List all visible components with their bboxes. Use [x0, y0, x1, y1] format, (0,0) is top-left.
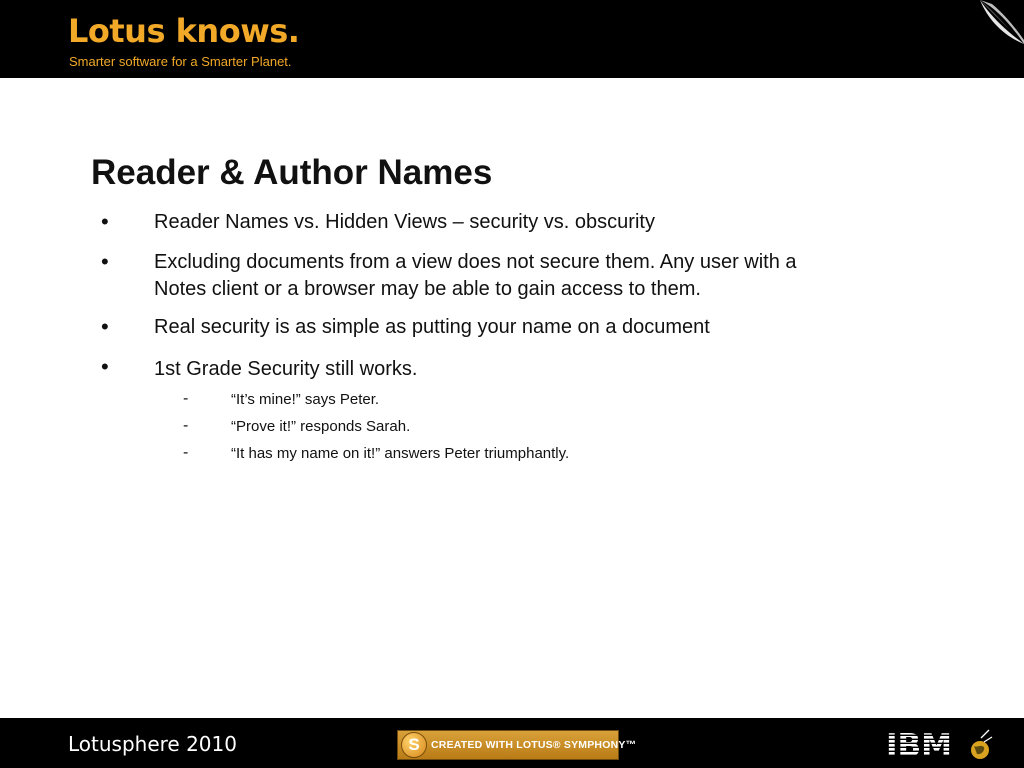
symphony-logo-icon: S — [401, 732, 427, 758]
brand-title: Lotus knows. — [68, 12, 300, 50]
bullet-text: Reader Names vs. Hidden Views – security vs. obscurity — [154, 211, 655, 233]
sub-bullet-marker: - — [183, 444, 189, 461]
sub-bullet-text: “Prove it!” responds Sarah. — [231, 418, 411, 435]
symphony-badge-text: CREATED WITH LOTUS® SYMPHONY™ — [431, 739, 637, 751]
sub-bullet-marker: - — [183, 417, 189, 434]
footer-bar — [0, 718, 1024, 768]
sub-bullet-marker: - — [183, 390, 189, 407]
svg-text:IBM: IBM — [886, 728, 953, 762]
sub-bullet-text: “It has my name on it!” answers Peter triumphantly. — [231, 445, 570, 462]
slide-title: Reader & Author Names — [91, 153, 493, 192]
bullet-text: Real security is as simple as putting your name on a document — [154, 316, 710, 338]
bullet-marker: • — [101, 314, 109, 339]
header-bar — [0, 0, 1024, 78]
event-name: Lotusphere 2010 — [68, 732, 237, 756]
bullet-marker: • — [101, 209, 109, 234]
bullet-marker: • — [101, 249, 109, 274]
brand-tagline: Smarter software for a Smarter Planet. — [69, 54, 292, 69]
ibm-logo — [884, 728, 994, 762]
bullet-text-line: Notes client or a browser may be able to gain access to them. — [154, 278, 701, 300]
bullet-text: 1st Grade Security still works. — [154, 358, 418, 380]
sub-bullet-text: “It’s mine!” says Peter. — [231, 391, 380, 408]
bullet-marker: • — [101, 354, 109, 379]
page-curl-icon — [974, 0, 1024, 44]
bullet-text-line: Excluding documents from a view does not secure them. Any user with a — [154, 251, 797, 273]
symphony-badge — [397, 730, 637, 760]
